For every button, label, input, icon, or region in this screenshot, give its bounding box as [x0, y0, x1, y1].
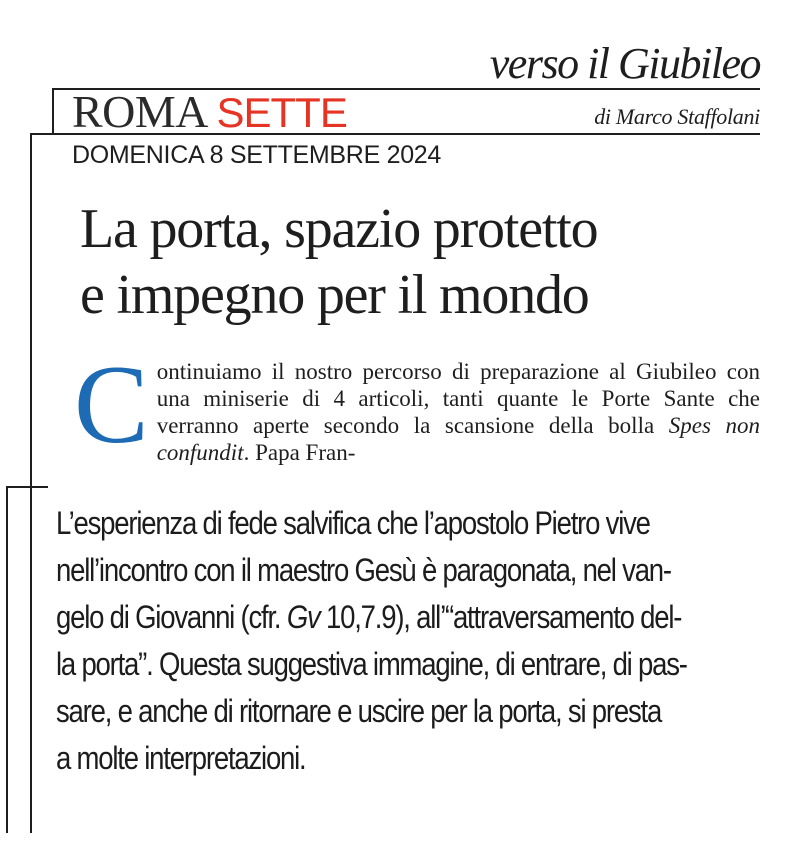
- quote-line-3-a: gelo di Giovanni (cfr.: [56, 599, 287, 635]
- quote-line-3-b: 10,7.9), all’“attraversamento del-: [319, 599, 682, 635]
- issue-date: DOMENICA 8 SETTEMBRE 2024: [72, 141, 442, 169]
- masthead-roma: ROMA: [72, 86, 206, 137]
- lead-text-end: . Papa Fran-: [243, 440, 356, 465]
- author-byline: di Marco Staffolani: [594, 104, 760, 129]
- quote-line-3-italic: Gv: [286, 599, 320, 635]
- page-left-rule: [30, 133, 32, 833]
- lead-italic-title: Spes non confundit: [156, 413, 760, 465]
- quote-line-6: a molte interpretazioni.: [56, 740, 306, 776]
- section-title: verso il Giubileo: [489, 39, 760, 88]
- lead-text: ontinuiamo il nostro percorso di preparazione al Giubileo con una miniserie di 4 articoli, tanti quante le Porte Sante che verranno aperte secondo la scansione della bolla: [156, 359, 760, 438]
- article-headline: [80, 196, 597, 328]
- quote-line-3: [56, 594, 761, 641]
- masthead-sette: SETTE: [216, 89, 347, 136]
- pull-quote: [56, 500, 761, 782]
- masthead-left-rule: [52, 88, 54, 133]
- quote-outer-rule: [6, 486, 8, 833]
- headline-line-1: La porta, spazio protetto: [80, 198, 598, 260]
- quote-line-5: sare, e anche di ritornare e uscire per la porta, si presta: [56, 693, 662, 729]
- quote-line-2: nell’incontro con il maestro Gesù è paragonata, nel van-: [56, 552, 671, 588]
- quote-line-4: la porta”. Questa suggestiva immagine, di entrare, di pas-: [56, 646, 687, 682]
- headline-line-2: e impegno per il mondo: [80, 264, 589, 326]
- quote-line-1: L’esperienza di fede salvifica che l’apostolo Pietro vive: [56, 505, 650, 541]
- masthead: [72, 88, 347, 137]
- drop-cap: C: [74, 343, 149, 467]
- lead-paragraph: [74, 343, 760, 467]
